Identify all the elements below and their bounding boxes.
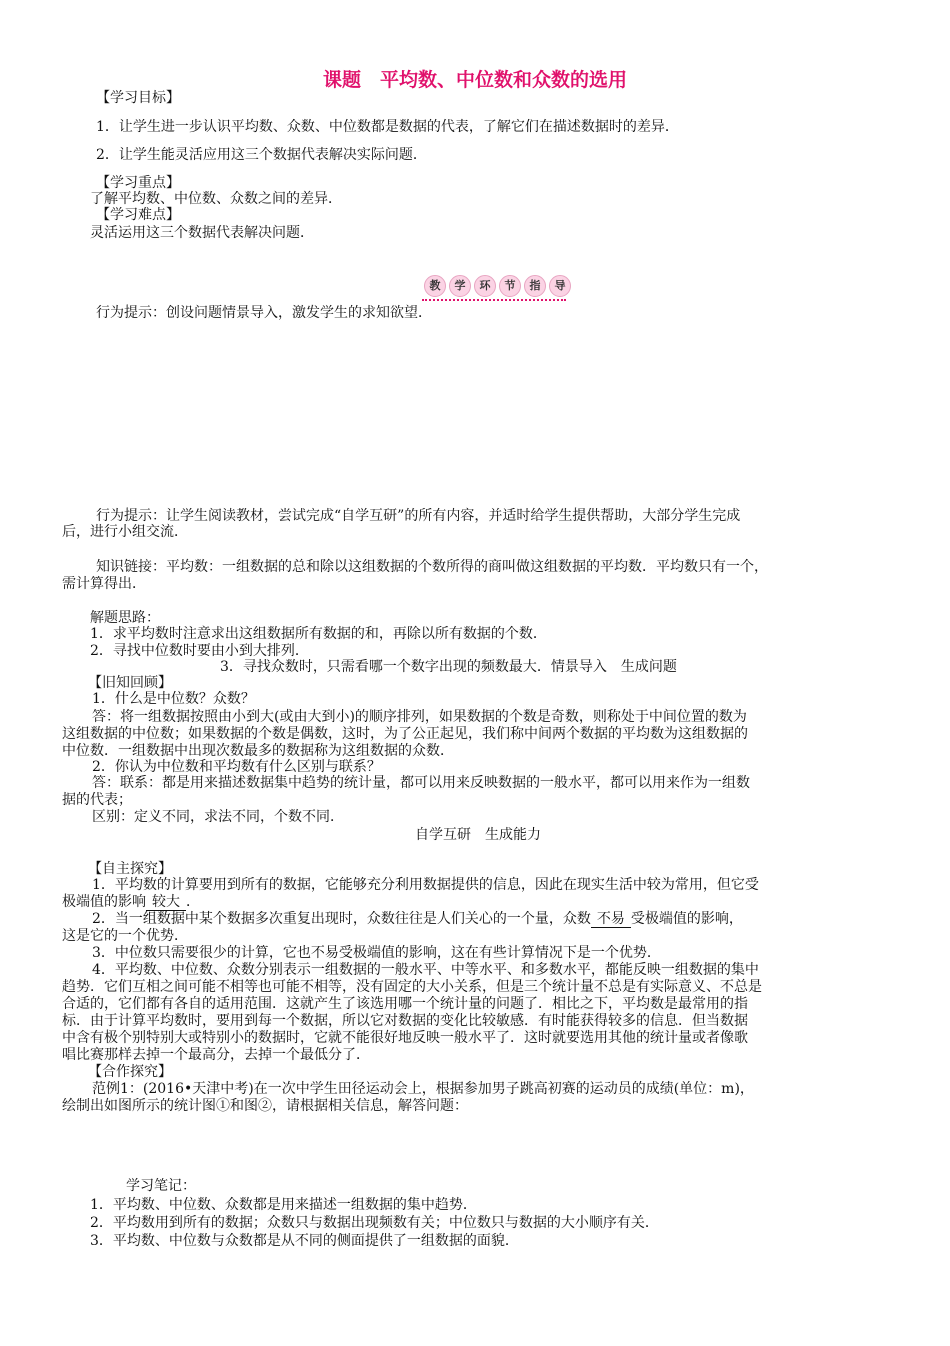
goal-item: 1．让学生进一步认识平均数、众数、中位数都是数据的代表，了解它们在描述数据时的差异．: [96, 119, 679, 135]
explore-paragraph: 3．中位数只需要很少的计算，它也不易受极端值的影响，这在有些计算情况下是一个优势．: [92, 945, 661, 961]
solution-heading: 解题思路：: [90, 610, 160, 626]
key-points-text: 了解平均数、中位数、众数之间的差异．: [90, 191, 342, 207]
explore-paragraph: 中含有极个别特别大或特别小的数据时，它就不能很好地反映一般水平了．这时就要选用其他的统计量或者像歌: [62, 1030, 748, 1046]
review-question: 2．你认为中位数和平均数有什么区别与联系？: [92, 759, 381, 775]
note-item: 2．平均数用到所有的数据；众数只与数据出现频数有关；中位数只与数据的大小顺序有关．: [90, 1215, 659, 1231]
review-answer: 据的代表；: [62, 792, 132, 808]
solution-item: 2．寻找中位数时要由小到大排列．: [90, 643, 309, 659]
key-points-heading: 【学习重点】: [96, 175, 180, 191]
banner-dotted-underline: [422, 299, 566, 301]
banner-char: 教: [424, 275, 446, 297]
banner-char: 节: [499, 275, 521, 297]
explore-paragraph: 这是它的一个优势．: [62, 928, 188, 944]
behavior-hint: 行为提示：创设问题情景导入，激发学生的求知欲望．: [96, 305, 432, 321]
difficulties-text: 灵活运用这三个数据代表解决问题．: [90, 225, 314, 241]
review-answer: 答：联系：都是用来描述数据集中趋势的统计量，都可以用来反映数据的一般水平，都可以用来作为一组数: [92, 775, 750, 791]
text-segment: ．: [186, 894, 200, 910]
goals-heading: 【学习目标】: [96, 90, 180, 106]
behavior-hint: 行为提示：让学生阅读教材，尝试完成“自学互研”的所有内容，并适时给学生提供帮助，大部分学生完成: [96, 508, 741, 524]
explore-paragraph: 唱比赛那样去掉一个最高分，去掉一个最低分了．: [62, 1047, 370, 1063]
teaching-guide-banner: [422, 273, 566, 301]
banner-char: 指: [524, 275, 546, 297]
text-segment: 受极端值的影响，: [630, 911, 743, 927]
note-item: 1．平均数、中位数、众数都是用来描述一组数据的集中趋势．: [90, 1197, 477, 1213]
goal-item: 2．让学生能灵活应用这三个数据代表解决实际问题．: [96, 147, 427, 163]
difficulties-heading: 【学习难点】: [96, 207, 180, 223]
page-title: 课题 平均数、中位数和众数的选用: [322, 69, 627, 91]
knowledge-link: 需计算得出．: [62, 576, 146, 592]
explore-paragraph: 趋势．它们互相之间可能不相等也可能不相等，没有固定的大小关系，但是三个统计量不总是有实际意义、不总是: [62, 979, 762, 995]
knowledge-link: 知识链接：平均数：一组数据的总和除以这组数据的个数所得的商叫做这组数据的平均数．平均数只有一个，: [96, 559, 768, 575]
example-text: 绘制出如图所示的统计图①和图②，请根据相关信息，解答问题：: [62, 1098, 468, 1114]
cooperate-heading: 【合作探究】: [88, 1064, 172, 1080]
fill-blank-answer: 较大: [146, 894, 186, 911]
explore-paragraph: 标．由于计算平均数时，要用到每一个数据，所以它对数据的变化比较敏感．有时能获得较多的信息．但当数据: [62, 1013, 748, 1029]
section-heading: 自学互研 生成能力: [415, 827, 541, 843]
review-answer: 中位数．一组数据中出现次数最多的数据称为这组数据的众数．: [62, 743, 454, 759]
explore-paragraph: [62, 893, 200, 911]
review-question: 1．什么是中位数？众数？: [92, 691, 255, 707]
behavior-hint: 后，进行小组交流．: [62, 524, 188, 540]
text-segment: 2．当一组数据中某个数据多次重复出现时，众数往往是人们关心的一个量，众数: [92, 911, 591, 927]
review-heading: 【旧知回顾】: [88, 675, 172, 691]
explore-paragraph: 4．平均数、中位数、众数分别表示一组数据的一般水平、中等水平、和多数水平，都能反映一组数据的集中: [92, 962, 759, 978]
example-text: 范例1：(2016•天津中考)在一次中学生田径运动会上，根据参加男子跳高初赛的运动员的成绩(单位：m)，: [92, 1081, 754, 1097]
review-difference: 区别：定义不同，求法不同，个数不同．: [92, 809, 344, 825]
banner-char: 导: [549, 275, 571, 297]
explore-paragraph: 1．平均数的计算要用到所有的数据，它能够充分利用数据提供的信息，因此在现实生活中较为常用，但它受: [92, 877, 759, 893]
fill-blank-answer: 不易: [591, 911, 631, 928]
review-answer: 答：将一组数据按照由小到大(或由大到小)的顺序排列，如果数据的个数是奇数，则称处于中间位置的数为: [92, 709, 747, 725]
banner-char: 学: [449, 275, 471, 297]
solution-item: 3．寻找众数时，只需看哪一个数字出现的频数最大．情景导入 生成问题: [220, 659, 677, 675]
review-answer: 这组数据的中位数；如果数据的个数是偶数，这时，为了公正起见，我们称中间两个数据的平均数为这组数据的: [62, 726, 748, 742]
explore-paragraph: 合适的，它们都有各自的适用范围．这就产生了该选用哪一个统计量的问题了．相比之下，平均数是最常用的指: [62, 996, 748, 1012]
solution-item: 1．求平均数时注意求出这组数据所有数据的和，再除以所有数据的个数．: [90, 626, 547, 642]
explore-paragraph: [92, 910, 743, 928]
text-segment: 极端值的影响: [62, 894, 146, 910]
banner-char: 环: [474, 275, 496, 297]
explore-heading: 【自主探究】: [88, 861, 172, 877]
notes-heading: 学习笔记：: [126, 1178, 196, 1194]
note-item: 3．平均数、中位数与众数都是从不同的侧面提供了一组数据的面貌．: [90, 1233, 519, 1249]
